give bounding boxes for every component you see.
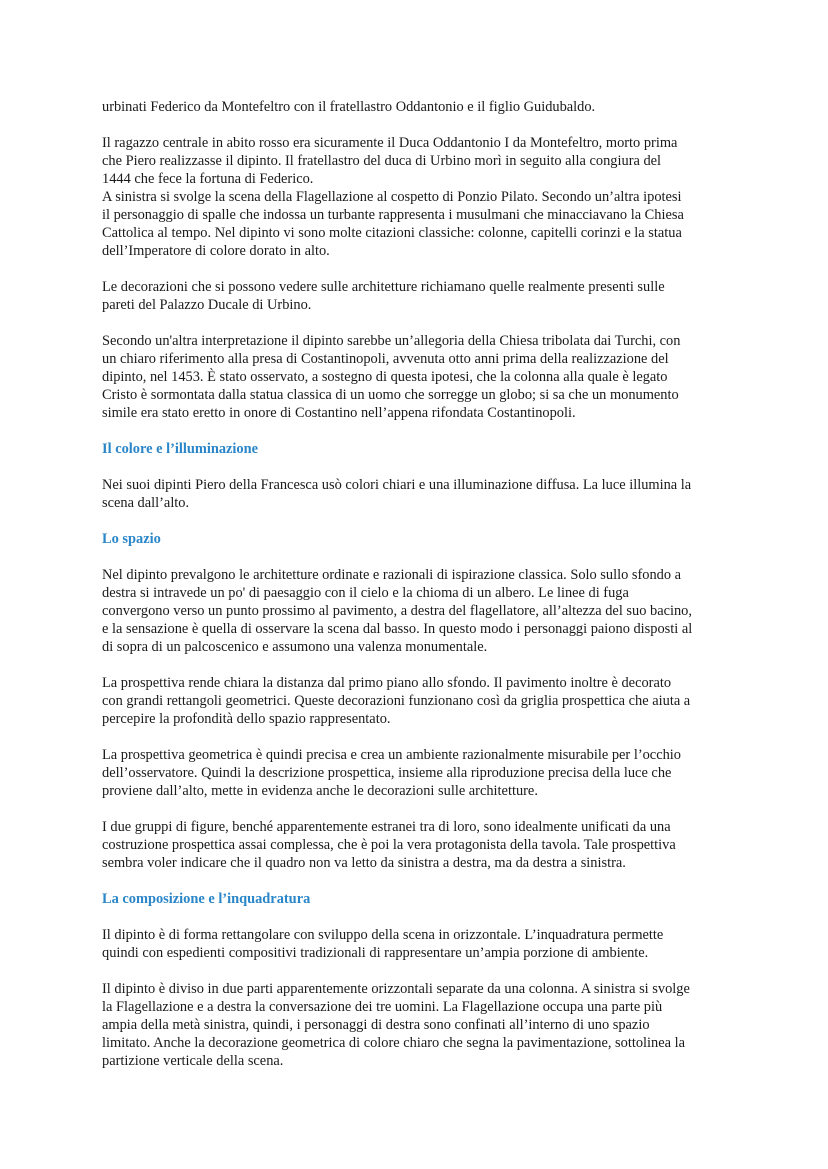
text-line: Il dipinto è diviso in due parti apparentemente orizzontali separate da una colonna. A sinistra si svolge — [102, 981, 690, 997]
section-heading-spazio: Lo spazio — [102, 531, 161, 547]
text-line: simile era stato eretto in onore di Costantino nell’appena rifondata Costantinopoli. — [102, 405, 576, 421]
paragraph-prospettiva — [102, 674, 732, 728]
text-line: I due gruppi di figure, benché apparentemente estranei tra di loro, sono idealmente unificati da una — [102, 819, 671, 835]
text-line: Cristo è sormontata dalla statua classica di un uomo che sorregge un globo; si sa che un monumento — [102, 387, 679, 403]
text-line: percepire la profondità dello spazio rappresentato. — [102, 711, 391, 727]
text-line: che Piero realizzasse il dipinto. Il fratellastro del duca di Urbino morì in seguito alla congiura del — [102, 153, 662, 169]
text-line: un chiaro riferimento alla presa di Costantinopoli, avvenuta otto anni prima della realizzazione del — [102, 351, 669, 367]
text-line: A sinistra si svolge la scena della Flagellazione al cospetto di Ponzio Pilato. Secondo un’altra ipotesi — [102, 189, 682, 205]
text-line: Nel dipinto prevalgono le architetture ordinate e razionali di ispirazione classica. Solo sullo sfondo a — [102, 567, 682, 583]
text-line: 1444 che fece la fortuna di Federico. — [102, 171, 314, 187]
text-line: Le decorazioni che si possono vedere sulle architetture richiamano quelle realmente presenti sulle — [102, 279, 665, 295]
paragraph-forma — [102, 926, 732, 962]
text-line: partizione verticale della scena. — [102, 1053, 284, 1069]
text-line: dell’Imperatore di colore dorato in alto. — [102, 243, 330, 259]
text-line: ampia della metà sinistra, quindi, i personaggi di destra sono confinati all’interno di uno spazio — [102, 1017, 650, 1033]
paragraph-oddantonio — [102, 134, 732, 188]
paragraph-divisione — [102, 980, 732, 1070]
paragraph-colore — [102, 476, 732, 512]
text-line: Nei suoi dipinti Piero della Francesca usò colori chiari e una illuminazione diffusa. La luce illumina la — [102, 477, 692, 493]
text-line: il personaggio di spalle che indossa un turbante rappresenta i musulmani che minacciavano la Chiesa — [102, 207, 684, 223]
text-line: sembra voler indicare che il quadro non va letto da sinistra a destra, ma da destra a sinistra. — [102, 855, 626, 871]
text-line: convergono verso un punto prossimo al pavimento, a destra del flagellatore, all’altezza del suo bacino, — [102, 603, 692, 619]
paragraph-allegoria — [102, 332, 732, 422]
paragraph-flagellazione — [102, 188, 732, 260]
text-line: limitato. Anche la decorazione geometrica di colore chiaro che segna la pavimentazione, sottolinea la — [102, 1035, 685, 1051]
text-line: Cattolica al tempo. Nel dipinto vi sono molte citazioni classiche: colonne, capitelli corinzi e la statua — [102, 225, 682, 241]
section-heading-composizione: La composizione e l’inquadratura — [102, 891, 311, 907]
text-line: Secondo un'altra interpretazione il dipinto sarebbe un’allegoria della Chiesa tribolata dai Turchi, con — [102, 333, 681, 349]
paragraph-prospettiva-geometrica — [102, 746, 732, 800]
text-line: di sopra di un palcoscenico e assumono una valenza monumentale. — [102, 639, 488, 655]
paragraph-decorazioni — [102, 278, 732, 314]
text-line: La prospettiva rende chiara la distanza dal primo piano allo sfondo. Il pavimento inoltre è decorato — [102, 675, 672, 691]
section-heading-colore: Il colore e l’illuminazione — [102, 441, 259, 457]
text-line: proviene dall’alto, mette in evidenza anche le decorazioni sulle architetture. — [102, 783, 538, 799]
text-line: destra si intravede un po' di paesaggio con il cielo e la chioma di un albero. Le linee di fuga — [102, 585, 629, 601]
text-line: urbinati Federico da Montefeltro con il fratellastro Oddantonio e il figlio Guidubaldo. — [102, 99, 596, 115]
text-line: dipinto, nel 1453. È stato osservato, a sostegno di questa ipotesi, che la colonna alla quale è legato — [102, 369, 668, 385]
text-line: con grandi rettangoli geometrici. Queste decorazioni funzionano così da griglia prospettica che aiuta a — [102, 693, 691, 709]
text-line: costruzione prospettica assai complessa, che è poi la vera protagonista della tavola. Tale prospettiva — [102, 837, 676, 853]
paragraph-intro-continuation — [102, 98, 732, 116]
paragraph-architetture — [102, 566, 732, 656]
text-line: dell’osservatore. Quindi la descrizione prospettica, insieme alla riproduzione precisa della luce che — [102, 765, 672, 781]
text-line: scena dall’alto. — [102, 495, 190, 511]
text-line: la Flagellazione e a destra la conversazione dei tre uomini. La Flagellazione occupa una parte più — [102, 999, 663, 1015]
text-line: pareti del Palazzo Ducale di Urbino. — [102, 297, 312, 313]
text-line: Il ragazzo centrale in abito rosso era sicuramente il Duca Oddantonio I da Montefeltro, morto prima — [102, 135, 678, 151]
text-line: e la sensazione è quella di osservare la scena dal basso. In questo modo i personaggi paiono disposti al — [102, 621, 693, 637]
document-page — [102, 98, 732, 1088]
paragraph-gruppi-figure — [102, 818, 732, 872]
text-line: Il dipinto è di forma rettangolare con sviluppo della scena in orizzontale. L’inquadratura permette — [102, 927, 664, 943]
text-line: La prospettiva geometrica è quindi precisa e crea un ambiente razionalmente misurabile per l’occhio — [102, 747, 681, 763]
text-line: quindi con espedienti compositivi tradizionali di rappresentare un’ampia porzione di ambiente. — [102, 945, 649, 961]
